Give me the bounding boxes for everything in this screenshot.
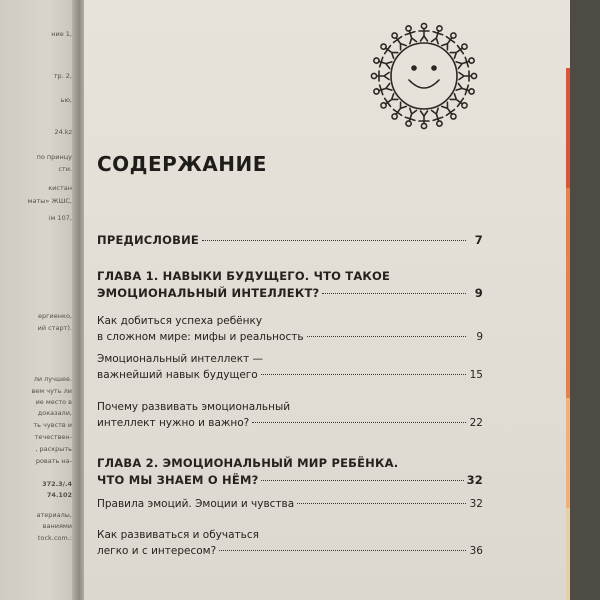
left-page-fragment: атериалы, — [36, 511, 72, 519]
left-page — [0, 0, 78, 600]
left-page-fragment: вем чуть ли — [31, 387, 72, 395]
left-page-fragment: ью, — [60, 96, 72, 104]
toc-page-number: 9 — [474, 286, 483, 300]
toc-page-number: 36 — [469, 545, 483, 557]
left-page-fragment: ім 107, — [48, 214, 72, 222]
left-page-fragment: ть чувств и — [33, 421, 72, 429]
left-page-fragment: тр. 2, — [53, 72, 72, 80]
toc-page-number: 32 — [466, 473, 483, 487]
toc-chapter-entry[interactable] — [97, 268, 483, 302]
child-figure-icon — [441, 101, 459, 121]
left-page-fragment: ий старт). — [37, 324, 72, 332]
child-figure-icon — [371, 71, 389, 81]
toc-section-entry[interactable] — [97, 496, 483, 512]
left-page-fragment: течествен- — [34, 433, 72, 441]
toc-section-entry[interactable] — [97, 351, 483, 383]
left-page-fragment: 24.kz — [54, 128, 72, 136]
dot-leader — [322, 293, 466, 294]
toc-chapter-entry[interactable] — [97, 455, 483, 489]
child-figure-icon — [449, 93, 469, 111]
left-page-fragment: ровать на- — [35, 457, 72, 465]
child-figure-icon — [419, 23, 429, 41]
toc-entry-text: ГЛАВА 1. НАВЫКИ БУДУЩЕГО. ЧТО ТАКОЕ — [97, 269, 391, 283]
toc-page-number: 15 — [469, 369, 483, 381]
toc-entry-text: Почему развивать эмоциональный — [97, 401, 291, 413]
toc-page-number: 7 — [474, 233, 483, 247]
left-page-fragment: ние 1, — [51, 30, 72, 38]
toc-entry-text: важнейший навык будущего — [97, 369, 258, 381]
left-page-fragment: маты» ЖШС, — [27, 197, 72, 205]
dot-leader — [202, 240, 466, 241]
left-page-fragment: 372.3/.4 — [42, 480, 72, 488]
child-figure-icon — [403, 24, 418, 44]
child-figure-icon — [389, 101, 407, 121]
left-page-fragment: ли лучшее. — [33, 375, 72, 383]
left-page-fragment: , раскрыть — [35, 445, 72, 453]
toc-chapter-entry[interactable] — [97, 232, 483, 249]
child-figure-icon — [379, 41, 399, 59]
dot-leader — [261, 374, 466, 375]
child-figure-icon — [459, 71, 477, 81]
page-edge — [570, 0, 600, 600]
toc-entry-text: в сложном мире: мифы и реальность — [97, 331, 304, 343]
toc-section-entry[interactable] — [97, 399, 483, 431]
left-page-fragment: ие место в — [35, 398, 72, 406]
dot-leader — [297, 503, 466, 504]
toc-entry-text: легко и с интересом? — [97, 545, 217, 557]
left-page-fragment: tock.com.: — [37, 534, 72, 542]
left-page-fragment: сти. — [58, 165, 72, 173]
toc-entry-text: Как развиваться и обучаться — [97, 529, 259, 541]
toc-entry-text: ЧТО МЫ ЗНАЕМ О НЁМ? — [97, 473, 259, 487]
child-figure-icon — [389, 31, 407, 51]
sun-with-children-icon — [364, 12, 484, 140]
child-figure-icon — [403, 108, 418, 128]
toc-entry-text: ГЛАВА 2. ЭМОЦИОНАЛЬНЫЙ МИР РЕБЁНКА. — [97, 456, 399, 470]
toc-page-number: 22 — [469, 417, 483, 429]
dot-leader — [307, 336, 466, 337]
child-figure-icon — [456, 55, 476, 70]
left-page-fragment: ергиенко, — [38, 312, 72, 320]
toc-entry-text: ПРЕДИСЛОВИЕ — [97, 233, 199, 247]
left-page-fragment: доказали, — [37, 409, 72, 417]
toc-section-entry[interactable] — [97, 313, 483, 345]
toc-entry-text: Как добиться успеха ребёнку — [97, 315, 263, 327]
toc-page-number: 32 — [469, 498, 483, 510]
page-title: СОДЕРЖАНИЕ — [97, 152, 267, 176]
dot-leader — [219, 550, 466, 551]
dot-leader — [252, 422, 466, 423]
child-figure-icon — [430, 108, 445, 128]
child-figure-icon — [372, 82, 392, 97]
child-figure-icon — [441, 31, 459, 51]
child-figure-icon — [372, 55, 392, 70]
toc-entry-text: Правила эмоций. Эмоции и чувства — [97, 498, 295, 510]
child-figure-icon — [379, 93, 399, 111]
child-figure-icon — [456, 82, 476, 97]
toc-entry-text: интеллект нужно и важно? — [97, 417, 250, 429]
left-page-fragment: 74.102 — [46, 491, 72, 499]
toc-entry-text: ЭМОЦИОНАЛЬНЫЙ ИНТЕЛЛЕКТ? — [97, 286, 320, 300]
child-figure-icon — [430, 24, 445, 44]
child-figure-icon — [419, 111, 429, 129]
toc-section-entry[interactable] — [97, 527, 483, 559]
dot-leader — [261, 480, 463, 481]
left-page-fragment: ваниями — [42, 522, 72, 530]
toc-page-number: 9 — [476, 331, 483, 343]
left-page-fragment: по принцу — [36, 153, 72, 161]
toc-entry-text: Эмоциональный интеллект — — [97, 353, 264, 365]
left-page-fragment: кистан — [48, 184, 72, 192]
child-figure-icon — [449, 41, 469, 59]
